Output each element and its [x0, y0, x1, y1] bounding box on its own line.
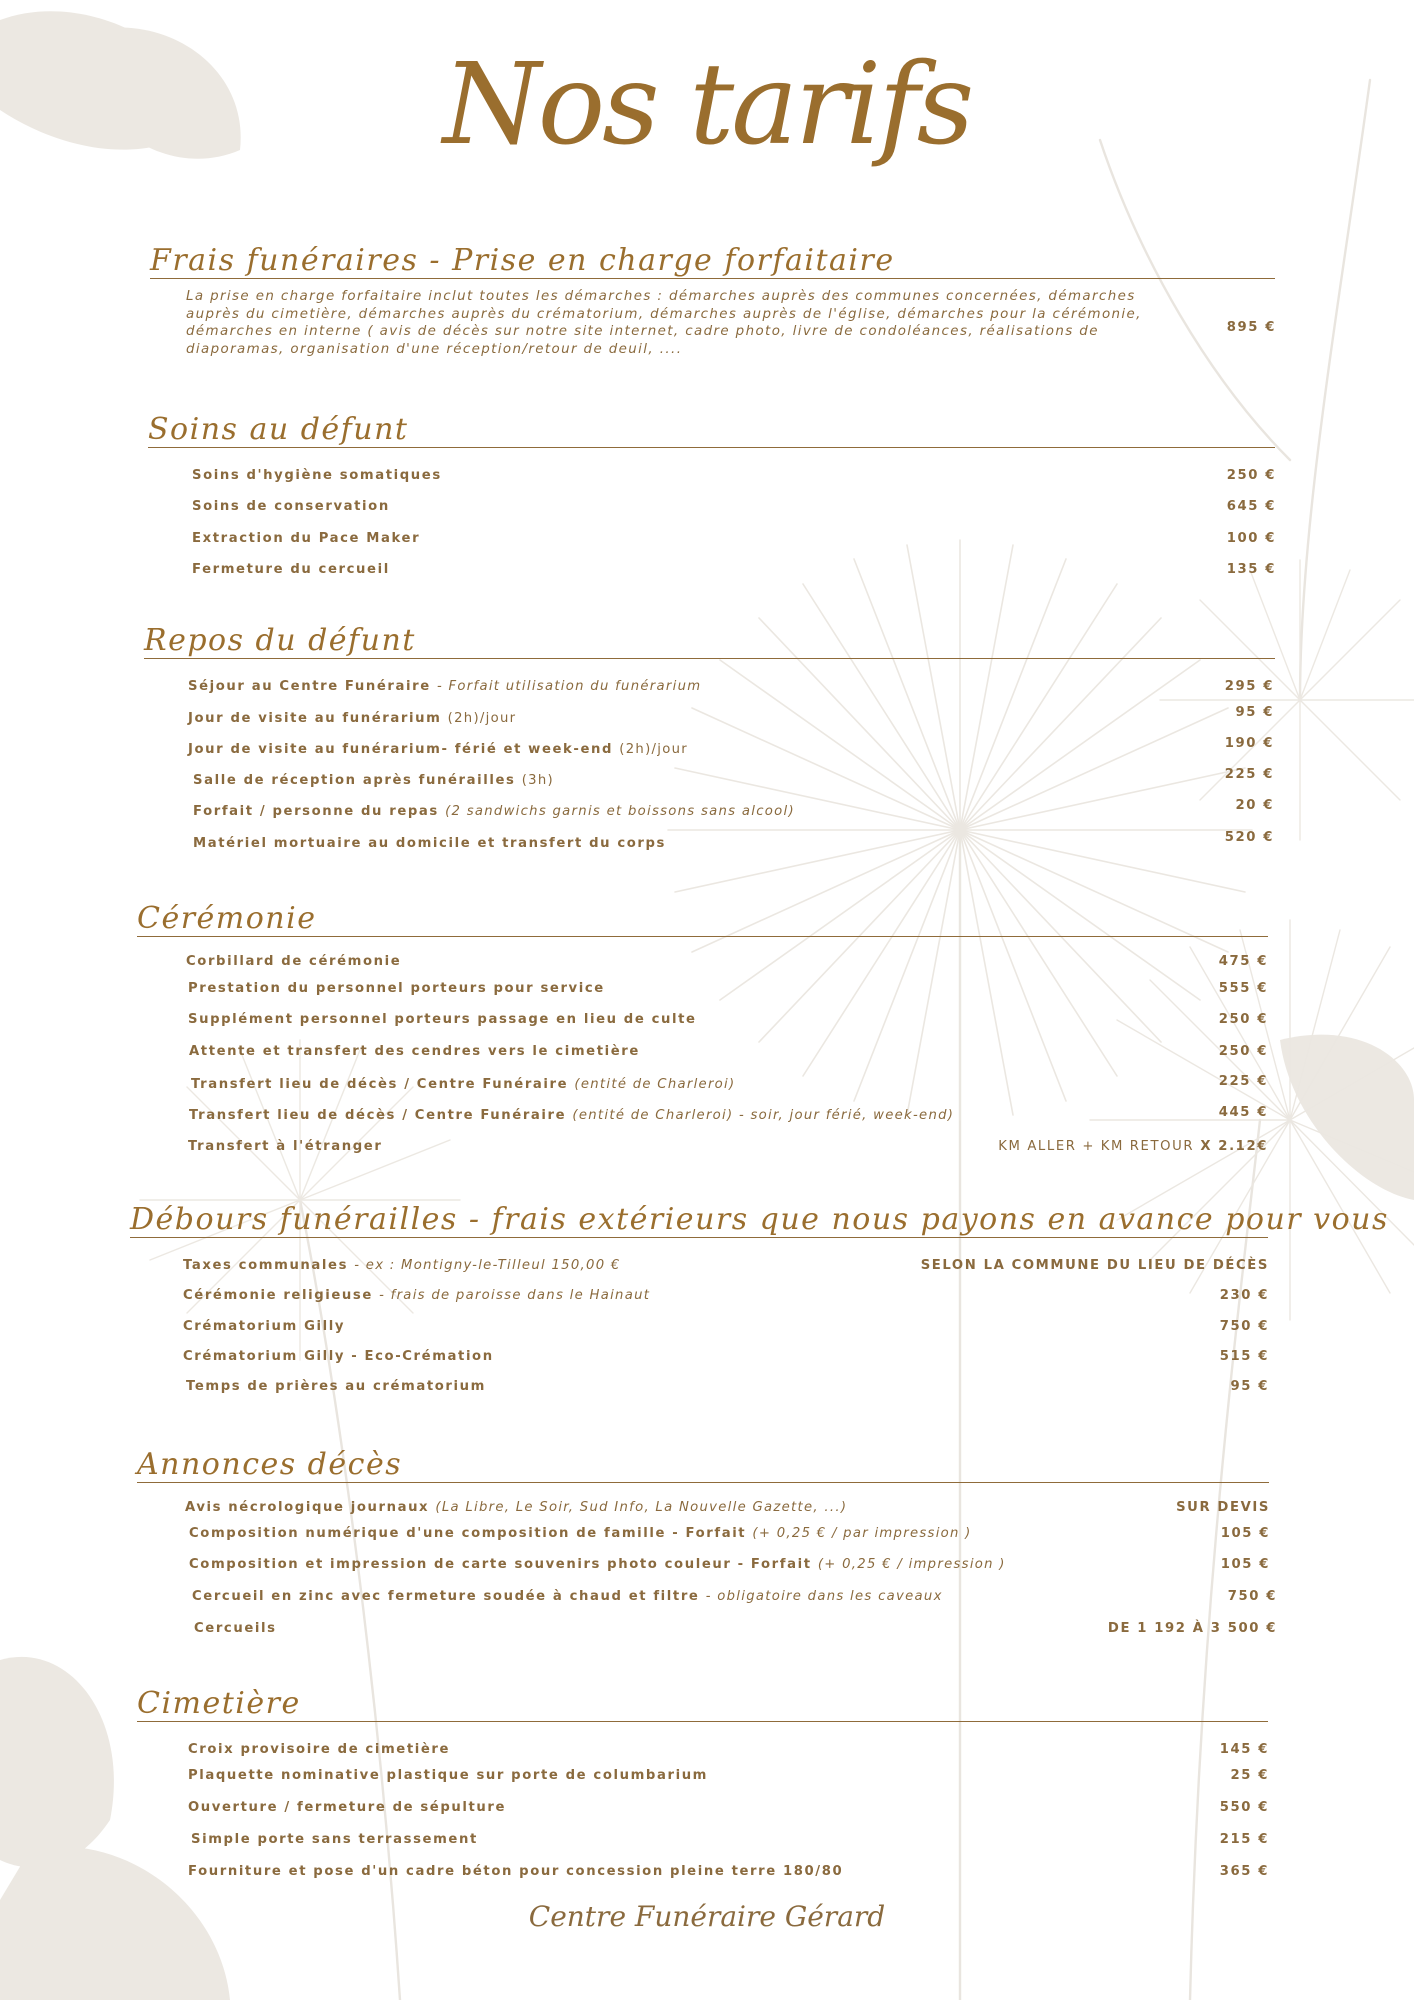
section-title: Repos du défunt: [144, 623, 416, 658]
list-item: [192, 531, 1276, 555]
list-item: [188, 1139, 1268, 1163]
item-label: Plaquette nominative plastique sur porte de columbarium: [188, 1768, 709, 1783]
item-label: Fermeture du cercueil: [192, 562, 390, 577]
item-price: SUR DEVIS: [1176, 1500, 1270, 1515]
list-item: [191, 1074, 1268, 1101]
item-price: 365 €: [1219, 1864, 1269, 1879]
item-label: Séjour au Centre Funéraire - Forfait utilisation du funérarium: [188, 679, 702, 694]
list-item: [189, 1557, 1270, 1581]
item-price: 475 €: [1218, 954, 1268, 969]
section-description: La prise en charge forfaitaire inclut toutes les démarches : démarches auprès des communes concernées, démarches auprès du cimetière, démarches auprès du crématorium, démarches auprès de l'église, démarches pour la cérémonie, démarches en interne ( avis de décès sur notre site internet, cadre photo, livre de condoléances, réalisations de diaporamas, organisation d'une réception/retour de deuil, ....: [186, 289, 1142, 357]
item-label: Cercueil en zinc avec fermeture soudée à chaud et filtre - obligatoire dans les caveaux: [192, 1589, 943, 1604]
item-label: Cérémonie religieuse - frais de paroisse dans le Hainaut: [183, 1288, 651, 1303]
list-item: [186, 1379, 1269, 1403]
item-price: KM ALLER + KM RETOUR X 2.12€: [998, 1139, 1268, 1154]
item-label: Salle de réception après funérailles (3h): [193, 773, 554, 788]
item-label: Temps de prières au crématorium: [186, 1379, 486, 1394]
section-header: [150, 232, 1275, 279]
item-price: 95 €: [1235, 705, 1274, 720]
section-header: [137, 890, 1268, 937]
section-title: Cimetière: [137, 1686, 301, 1721]
list-item: [194, 1621, 1277, 1645]
section-header: [137, 1675, 1268, 1722]
list-item: [186, 954, 1268, 978]
list-item: [188, 1742, 1269, 1766]
item-label: Crématorium Gilly: [183, 1319, 346, 1334]
item-label: Composition et impression de carte souvenirs photo couleur - Forfait (+ 0,25 € / impression ): [189, 1557, 1006, 1572]
item-price: 550 €: [1219, 1800, 1269, 1815]
list-item: [191, 1832, 1269, 1856]
item-price: SELON LA COMMUNE DU LIEU DE DÉCÈS: [920, 1258, 1269, 1273]
section-header: [148, 401, 1275, 448]
section-header: [130, 1191, 1389, 1238]
item-price: DE 1 192 À 3 500 €: [1107, 1621, 1277, 1636]
item-label: Fourniture et pose d'un cadre béton pour concession pleine terre 180/80: [188, 1864, 844, 1879]
list-item: [188, 736, 1274, 766]
item-label: Extraction du Pace Maker: [192, 531, 421, 546]
item-label: Taxes communales - ex : Montigny-le-Tilleul 150,00 €: [183, 1258, 621, 1273]
section-title: Débours funérailles - frais extérieurs que nous payons en avance pour vous: [130, 1202, 1389, 1237]
item-label: Supplément personnel porteurs passage en lieu de culte: [188, 1012, 697, 1027]
item-price: 520 €: [1224, 830, 1274, 845]
item-price: 190 €: [1224, 736, 1274, 751]
item-price: 230 €: [1219, 1288, 1269, 1303]
list-item: [193, 798, 1274, 828]
section-header: [137, 1436, 1269, 1483]
item-label: Transfert lieu de décès / Centre Funéraire (entité de Charleroi): [191, 1077, 736, 1092]
list-item: [188, 1768, 1269, 1792]
item-price: 95 €: [1230, 1379, 1269, 1394]
item-label: Croix provisoire de cimetière: [188, 1742, 451, 1757]
section-title: Annonces décès: [137, 1447, 403, 1482]
list-item: [193, 767, 1274, 797]
item-label: Attente et transfert des cendres vers le cimetière: [189, 1044, 640, 1059]
item-label: Jour de visite au funérarium- férié et week-end (2h)/jour: [188, 742, 688, 757]
item-label: Matériel mortuaire au domicile et transfert du corps: [193, 836, 666, 851]
item-price: 20 €: [1235, 798, 1274, 813]
item-label: Soins d'hygiène somatiques: [192, 468, 442, 483]
item-label: Transfert lieu de décès / Centre Funéraire (entité de Charleroi) - soir, jour férié, week-end): [189, 1108, 955, 1123]
item-price: 515 €: [1219, 1349, 1269, 1364]
list-item: [188, 1800, 1269, 1824]
item-label: Corbillard de cérémonie: [186, 954, 402, 969]
item-price: 105 €: [1220, 1526, 1270, 1541]
item-label: Composition numérique d'une composition de famille - Forfait (+ 0,25 € / par impression ): [189, 1526, 972, 1541]
item-price: 215 €: [1219, 1832, 1269, 1847]
list-item: [183, 1319, 1269, 1343]
item-price: 250 €: [1218, 1012, 1268, 1027]
section-header: [144, 612, 1275, 659]
list-item: [188, 679, 1274, 703]
list-item: [192, 1589, 1277, 1613]
section-title: Frais funéraires - Prise en charge forfaitaire: [150, 243, 895, 278]
item-label: Simple porte sans terrassement: [191, 1832, 478, 1847]
item-price: 750 €: [1227, 1589, 1277, 1604]
list-item: [192, 562, 1276, 586]
item-price: 295 €: [1224, 679, 1274, 694]
list-item: [189, 1044, 1268, 1068]
list-item: [188, 705, 1274, 735]
footer-signature: Centre Funéraire Gérard: [528, 1900, 886, 1933]
item-price: 225 €: [1224, 767, 1274, 782]
list-item: [192, 468, 1276, 492]
list-item: [183, 1288, 1269, 1312]
item-price: 555 €: [1218, 981, 1268, 996]
item-label: Soins de conservation: [192, 499, 390, 514]
item-price: 145 €: [1219, 1742, 1269, 1757]
item-label: Transfert à l'étranger: [188, 1139, 383, 1154]
list-item: [183, 1349, 1269, 1373]
list-item: [188, 981, 1268, 1005]
list-item: [193, 830, 1274, 860]
item-price: 105 €: [1220, 1557, 1270, 1572]
item-label: Ouverture / fermeture de sépulture: [188, 1800, 507, 1815]
list-item: [188, 1012, 1268, 1036]
item-price: 25 €: [1230, 1768, 1269, 1783]
item-price: 100 €: [1226, 531, 1276, 546]
item-price: 250 €: [1226, 468, 1276, 483]
item-label: Forfait / personne du repas (2 sandwichs garnis et boissons sans alcool): [193, 804, 795, 819]
item-label: Jour de visite au funérarium (2h)/jour: [188, 711, 517, 726]
list-item: [183, 1258, 1269, 1282]
list-item: [188, 1864, 1269, 1888]
list-item: [189, 1105, 1268, 1132]
page-title: Nos tarifs: [442, 40, 972, 170]
list-item: [189, 1526, 1270, 1550]
item-price: 135 €: [1226, 562, 1276, 577]
item-label: Cercueils: [194, 1621, 277, 1636]
item-label: Crématorium Gilly - Eco-Crémation: [183, 1349, 494, 1364]
item-label: Avis nécrologique journaux (La Libre, Le Soir, Sud Info, La Nouvelle Gazette, ...): [185, 1500, 848, 1515]
item-price: 445 €: [1218, 1105, 1268, 1120]
section-title: Cérémonie: [137, 901, 317, 936]
section-title: Soins au défunt: [148, 412, 409, 447]
item-price: 750 €: [1219, 1319, 1269, 1334]
price: 895 €: [1226, 320, 1276, 335]
item-price: 225 €: [1218, 1074, 1268, 1089]
item-price: 250 €: [1218, 1044, 1268, 1059]
item-label: Prestation du personnel porteurs pour service: [188, 981, 605, 996]
list-item: [192, 499, 1276, 523]
list-item: [185, 1500, 1270, 1524]
item-price: 645 €: [1226, 499, 1276, 514]
